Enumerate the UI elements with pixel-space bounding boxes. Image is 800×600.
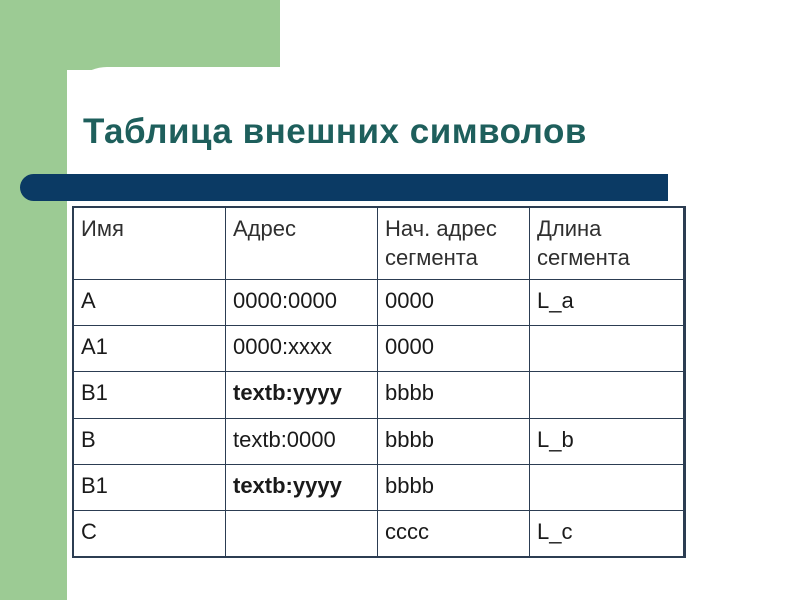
- table-row: [74, 464, 684, 510]
- header-cell-segment-length: Длина сегмента: [530, 208, 684, 280]
- table-header-row: [74, 208, 684, 280]
- table-cell: B: [74, 418, 226, 464]
- table-cell: [226, 510, 378, 556]
- table-cell: bbbb: [378, 464, 530, 510]
- table-cell: A1: [74, 326, 226, 372]
- table-cell: textb:yyyy: [226, 372, 378, 418]
- table-cell: L_c: [530, 510, 684, 556]
- table-cell: C: [74, 510, 226, 556]
- table-cell: L_b: [530, 418, 684, 464]
- table-cell: 0000:xxxx: [226, 326, 378, 372]
- table-cell: L_a: [530, 280, 684, 326]
- table-cell: B1: [74, 464, 226, 510]
- table-cell: bbbb: [378, 372, 530, 418]
- table-cell: [530, 464, 684, 510]
- header-cell-address: Адрес: [226, 208, 378, 280]
- title-underline-bar: [20, 174, 668, 201]
- table-row: [74, 372, 684, 418]
- table-cell: bbbb: [378, 418, 530, 464]
- table-cell: textb:0000: [226, 418, 378, 464]
- slide-title: Таблица внешних символов: [83, 112, 587, 151]
- table-cell: [530, 372, 684, 418]
- table-row: [74, 280, 684, 326]
- symbols-table: [72, 206, 686, 558]
- table-cell: 0000: [378, 326, 530, 372]
- header-cell-name: Имя: [74, 208, 226, 280]
- table-cell: 0000: [378, 280, 530, 326]
- table-row: [74, 510, 684, 556]
- table-cell: [530, 326, 684, 372]
- table-cell: A: [74, 280, 226, 326]
- table-row: [74, 326, 684, 372]
- table-cell: 0000:0000: [226, 280, 378, 326]
- table-cell: textb:yyyy: [226, 464, 378, 510]
- table-row: [74, 418, 684, 464]
- table-cell: cccc: [378, 510, 530, 556]
- decorative-green-sidebar: [0, 0, 67, 600]
- header-cell-segment-start: Нач. адрес сегмента: [378, 208, 530, 280]
- table-cell: B1: [74, 372, 226, 418]
